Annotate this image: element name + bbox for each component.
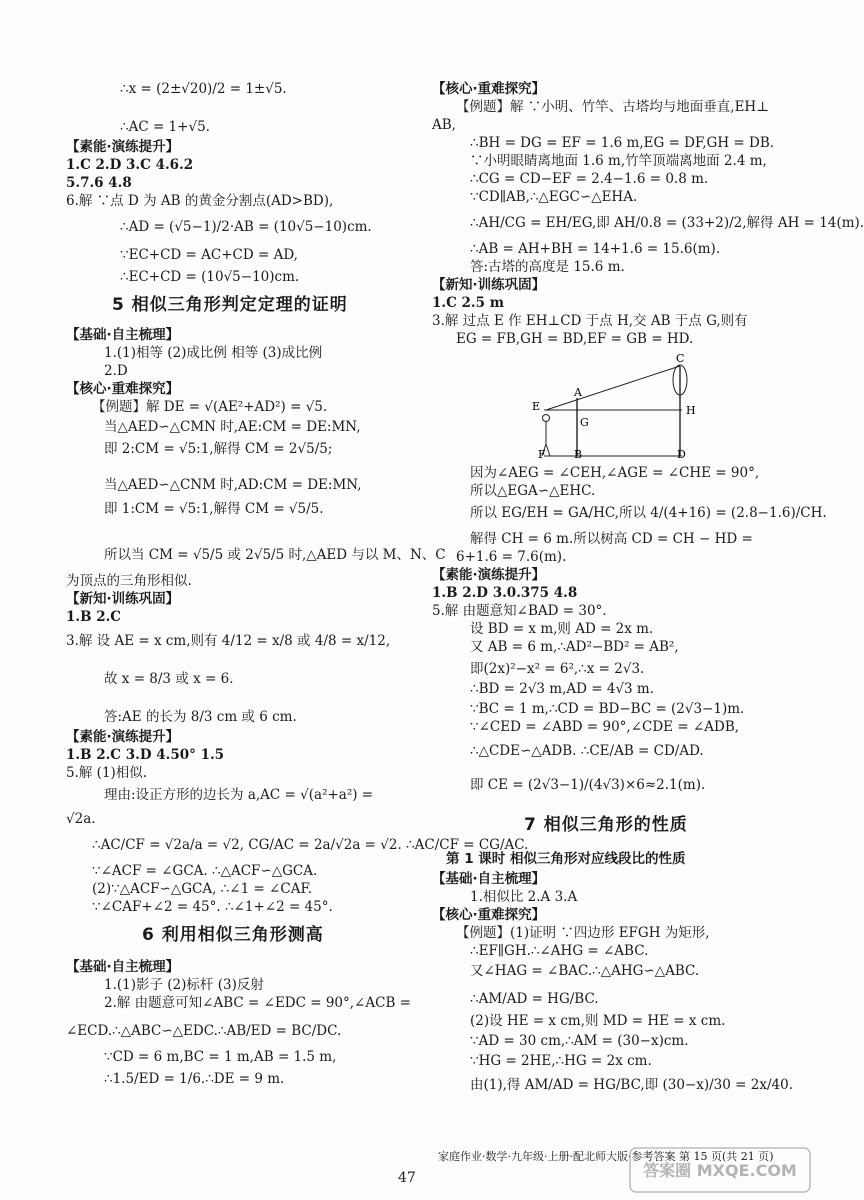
left-line: ∴AC = 1+√5. xyxy=(120,119,210,135)
left-line: 即 1:CM = √5:1,解得 CM = √5/5. xyxy=(104,501,324,517)
left-line: √2a. xyxy=(66,811,96,827)
right-line: ∴BH = DG = EF = 1.6 m,EG = DF,GH = DB. xyxy=(470,135,775,151)
left-line: ∴1.5/ED = 1/6.∴DE = 9 m. xyxy=(104,1071,285,1087)
right-line: 答:古塔的高度是 15.6 m. xyxy=(470,259,625,275)
left-line: 所以当 CM = √5/5 或 2√5/5 时,△AED 与以 M、N、C xyxy=(104,547,446,563)
right-line: 【例题】解 ∵小明、竹竿、古塔均与地面垂直,EH⊥ xyxy=(456,99,769,115)
right-line: ∵∠CED = ∠ABD = 90°,∠CDE = ∠ADB, xyxy=(470,719,740,735)
label-H: H xyxy=(686,404,696,417)
right-line: 即(2x)²−x² = 6²,∴x = 2√3. xyxy=(470,661,645,677)
left-line: 答:AE 的长为 8/3 cm 或 6 cm. xyxy=(104,709,297,725)
right-line: 【核心·重难探究】 xyxy=(432,81,546,97)
right-line: 【基础·自主梳理】 xyxy=(432,871,546,887)
left-line: 【素能·演练提升】 xyxy=(66,139,180,155)
right-line: 所以 EG/EH = GA/HC,所以 4/(4+16) = (2.8−1.6)/CH. xyxy=(470,505,827,521)
right-line: AB, xyxy=(432,117,456,133)
left-line: 5 相似三角形判定定理的证明 xyxy=(112,295,348,315)
left-line: 2.D xyxy=(104,363,128,379)
label-D: D xyxy=(677,448,686,461)
label-E: E xyxy=(532,400,541,413)
right-line: 【核心·重难探究】 xyxy=(432,907,546,923)
right-line: 解得 CH = 6 m.所以树高 CD = CH − HD = xyxy=(470,531,753,547)
right-line: 【例题】(1)证明 ∵四边形 EFGH 为矩形, xyxy=(456,925,710,941)
right-line: EG = FB,GH = BD,EF = GB = HD. xyxy=(456,331,694,347)
left-line: ∠ECD.∴△ABC∽△EDC.∴AB/ED = BC/DC. xyxy=(66,1023,342,1039)
left-line: ∴AC/CF = √2a/a = √2, CG/AC = 2a/√2a = √2. ∴AC/CF = CG/AC. xyxy=(92,837,529,853)
left-line: ∴AD = (√5−1)/2·AB = (10√5−10)cm. xyxy=(120,219,372,235)
left-line: 5.7.6 4.8 xyxy=(66,175,132,191)
watermark-text: 答案圈 MXQE.COM xyxy=(643,1161,797,1180)
right-line: 第 1 课时 相似三角形对应线段比的性质 xyxy=(446,851,686,867)
right-line: ∴AB = AH+BH = 14+1.6 = 15.6(m). xyxy=(470,241,721,257)
right-line: 1.C 2.5 m xyxy=(432,295,505,311)
label-C: C xyxy=(676,352,685,365)
right-line: ∵小明眼睛离地面 1.6 m,竹竿顶端离地面 2.4 m, xyxy=(470,153,767,169)
left-line: 当△AED∽△CMN 时,AE:CM = DE:MN, xyxy=(104,419,361,435)
left-line: 理由:设正方形的边长为 a,AC = √(a²+a²) = xyxy=(104,787,374,803)
left-line: 【素能·演练提升】 xyxy=(66,729,180,745)
right-line: 由(1),得 AM/AD = HG/BC,即 (30−x)/30 = 2x/40. xyxy=(470,1077,793,1093)
right-line: ∴AM/AD = HG/BC. xyxy=(470,991,599,1007)
label-A: A xyxy=(574,386,582,399)
right-line: 1.B 2.D 3.0.375 4.8 xyxy=(432,585,578,601)
right-line: ∴EF∥GH.∴∠AHG = ∠ABC. xyxy=(470,943,649,959)
right-line: 【新知·训练巩固】 xyxy=(432,277,546,293)
right-line: ∵AD = 30 cm,∴AM = (30−x)cm. xyxy=(470,1033,689,1049)
right-line: 1.相似比 2.A 3.A xyxy=(470,889,578,905)
right-line: 即 CE = (2√3−1)/(4√3)×6≈2.1(m). xyxy=(470,777,706,793)
left-line: 1.(1)影子 (2)标杆 (3)反射 xyxy=(104,977,264,993)
left-line: 【核心·重难探究】 xyxy=(66,381,180,397)
left-line: 6.解 ∵点 D 为 AB 的黄金分割点(AD>BD), xyxy=(66,193,334,209)
right-line: 设 BD = x m,则 AD = 2x m. xyxy=(470,621,654,637)
left-line: 为顶点的三角形相似. xyxy=(66,573,192,589)
right-line: 所以△EGA∽△EHC. xyxy=(470,483,596,499)
left-line: 1.B 2.C 3.D 4.50° 1.5 xyxy=(66,747,225,763)
right-line: ∴△CDE∽△ADB. ∴CE/AB = CD/AD. xyxy=(470,743,704,759)
right-line: 3.解 过点 E 作 EH⊥CD 于点 H,交 AB 于点 G,则有 xyxy=(432,313,748,329)
left-line: ∵∠ACF = ∠GCA. ∴△ACF∽△GCA. xyxy=(92,863,318,879)
tree-height-figure xyxy=(530,352,710,460)
right-line: ∵HG = 2HE,∴HG = 2x cm. xyxy=(470,1053,652,1069)
label-B: B xyxy=(574,448,583,461)
right-line: ∴BD = 2√3 m,AD = 4√3 m. xyxy=(470,681,655,697)
right-line: ∴AH/CG = EH/EG,即 AH/0.8 = (33+2)/2,解得 AH = 14(m). xyxy=(470,215,864,231)
right-line: (2)设 HE = x cm,则 MD = HE = x cm. xyxy=(470,1013,726,1029)
left-line: 1.B 2.C xyxy=(66,609,122,625)
left-line: 当△AED∽△CNM 时,AD:CM = DE:MN, xyxy=(104,477,362,493)
left-line: 【基础·自主梳理】 xyxy=(66,327,180,343)
label-F: F xyxy=(538,448,546,461)
left-line: 5.解 (1)相似. xyxy=(66,765,148,781)
left-line: 6 利用相似三角形测高 xyxy=(142,925,324,945)
left-line: 即 2:CM = √5:1,解得 CM = 2√5/5; xyxy=(104,441,333,457)
right-line: 5.解 由题意知∠BAD = 30°. xyxy=(432,603,607,619)
label-G: G xyxy=(580,416,589,429)
right-line: 6+1.6 = 7.6(m). xyxy=(456,549,567,565)
right-line: 又∠HAG = ∠BAC.∴△AHG∽△ABC. xyxy=(470,963,700,979)
page-footer: 家庭作业·数学·九年级·上册·配北师大版·参考答案 第 15 页(共 21 页) xyxy=(438,1150,774,1163)
left-line: 1.C 2.D 3.C 4.6.2 xyxy=(66,157,194,173)
left-line: 3.解 设 AE = x cm,则有 4/12 = x/8 或 4/8 = x/12, xyxy=(66,633,391,649)
right-line: ∴CG = CD−EF = 2.4−1.6 = 0.8 m. xyxy=(470,171,709,187)
right-line: 7 相似三角形的性质 xyxy=(524,815,688,835)
left-line: 【例题】解 DE = √(AE²+AD²) = √5. xyxy=(92,399,328,415)
watermark-logo xyxy=(630,1148,810,1192)
page-number: 47 xyxy=(398,1170,416,1186)
right-line: 【素能·演练提升】 xyxy=(432,567,546,583)
left-line: 2.解 由题意可知∠ABC = ∠EDC = 90°,∠ACB = xyxy=(104,995,411,1011)
left-line: ∵EC+CD = AC+CD = AD, xyxy=(120,247,298,263)
left-line: 【基础·自主梳理】 xyxy=(66,959,180,975)
left-line: ∴EC+CD = (10√5−10)cm. xyxy=(120,269,300,285)
left-line: 【新知·训练巩固】 xyxy=(66,591,180,607)
left-line: ∴x = (2±√20)/2 = 1±√5. xyxy=(120,81,287,97)
left-line: 1.(1)相等 (2)成比例 相等 (3)成比例 xyxy=(104,345,323,361)
right-line: 因为∠AEG = ∠CEH,∠AGE = ∠CHE = 90°, xyxy=(470,465,760,481)
left-line: ∵CD = 6 m,BC = 1 m,AB = 1.5 m, xyxy=(104,1049,337,1065)
left-line: 故 x = 8/3 或 x = 6. xyxy=(104,671,234,687)
right-line: 又 AB = 6 m,∴AD²−BD² = AB², xyxy=(470,639,679,655)
right-line: ∵CD∥AB,∴△EGC∽△EHA. xyxy=(470,189,638,205)
left-line: (2)∵△ACF∽△GCA, ∴∠1 = ∠CAF. xyxy=(92,881,313,897)
left-line: ∵∠CAF+∠2 = 45°. ∴∠1+∠2 = 45°. xyxy=(92,899,333,915)
right-line: ∵BC = 1 m,∴CD = BD−BC = (2√3−1)m. xyxy=(470,701,745,717)
